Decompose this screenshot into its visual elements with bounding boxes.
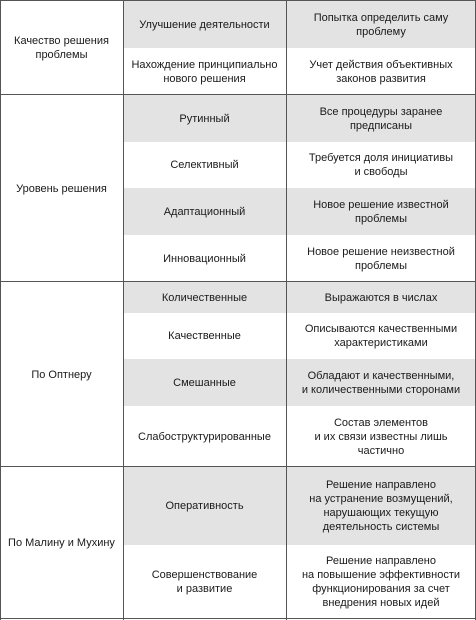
group-label-cell: По Малину и Мухину (8, 537, 115, 549)
type-cell: Оперативность (123, 467, 286, 545)
table-left-border (0, 0, 1, 620)
group-label-cell: Качество решения проблемы (14, 35, 109, 61)
description-cell: Новое решение известной проблемы (286, 188, 476, 235)
type-cell: Рутинный (123, 95, 286, 142)
column-divider-2 (286, 0, 287, 620)
type-cell: Селективный (170, 159, 239, 171)
type-cell: Улучшение деятельности (123, 1, 286, 48)
description-cell: Решение направлено на устранение возмущений, нарушающих текущую деятельность системы (286, 467, 476, 545)
type-cell: Нахождение принципиально нового решения (131, 58, 278, 85)
type-cell: Количественные (123, 282, 286, 313)
description-cell: Попытка определить саму проблему (286, 1, 476, 48)
description-cell: Новое решение неизвестной проблемы (307, 245, 455, 272)
description-cell: Состав элементов и их связи известны лишь частично (314, 416, 448, 457)
type-cell: Адаптационный (123, 188, 286, 235)
type-cell: Качественные (168, 330, 241, 342)
description-cell: Требуется доля инициативы и свободы (308, 152, 454, 178)
description-cell: Учет действия объективных законов развития (309, 58, 453, 85)
group-divider (0, 618, 476, 619)
group-label-cell: По Оптнеру (31, 368, 92, 381)
type-cell: Совершенствование и развитие (151, 569, 258, 595)
type-cell: Слабоструктурированные (138, 430, 271, 443)
type-cell: Смешанные (123, 359, 286, 406)
description-cell: Решение направлено на повышение эффективности функционирования за счет внедрения новых идей (301, 555, 461, 609)
description-cell: Все процедуры заранее предписаны (286, 95, 476, 142)
table-top-border (0, 0, 476, 1)
description-cell: Обладают и качественными, и количественными сторонами (286, 359, 476, 406)
column-divider-1 (123, 0, 124, 620)
group-label-cell: Уровень решения (16, 182, 107, 195)
description-cell: Описываются качественными характеристиками (304, 323, 458, 349)
description-cell: Выражаются в числах (286, 282, 476, 313)
type-cell: Инновационный (163, 252, 246, 265)
